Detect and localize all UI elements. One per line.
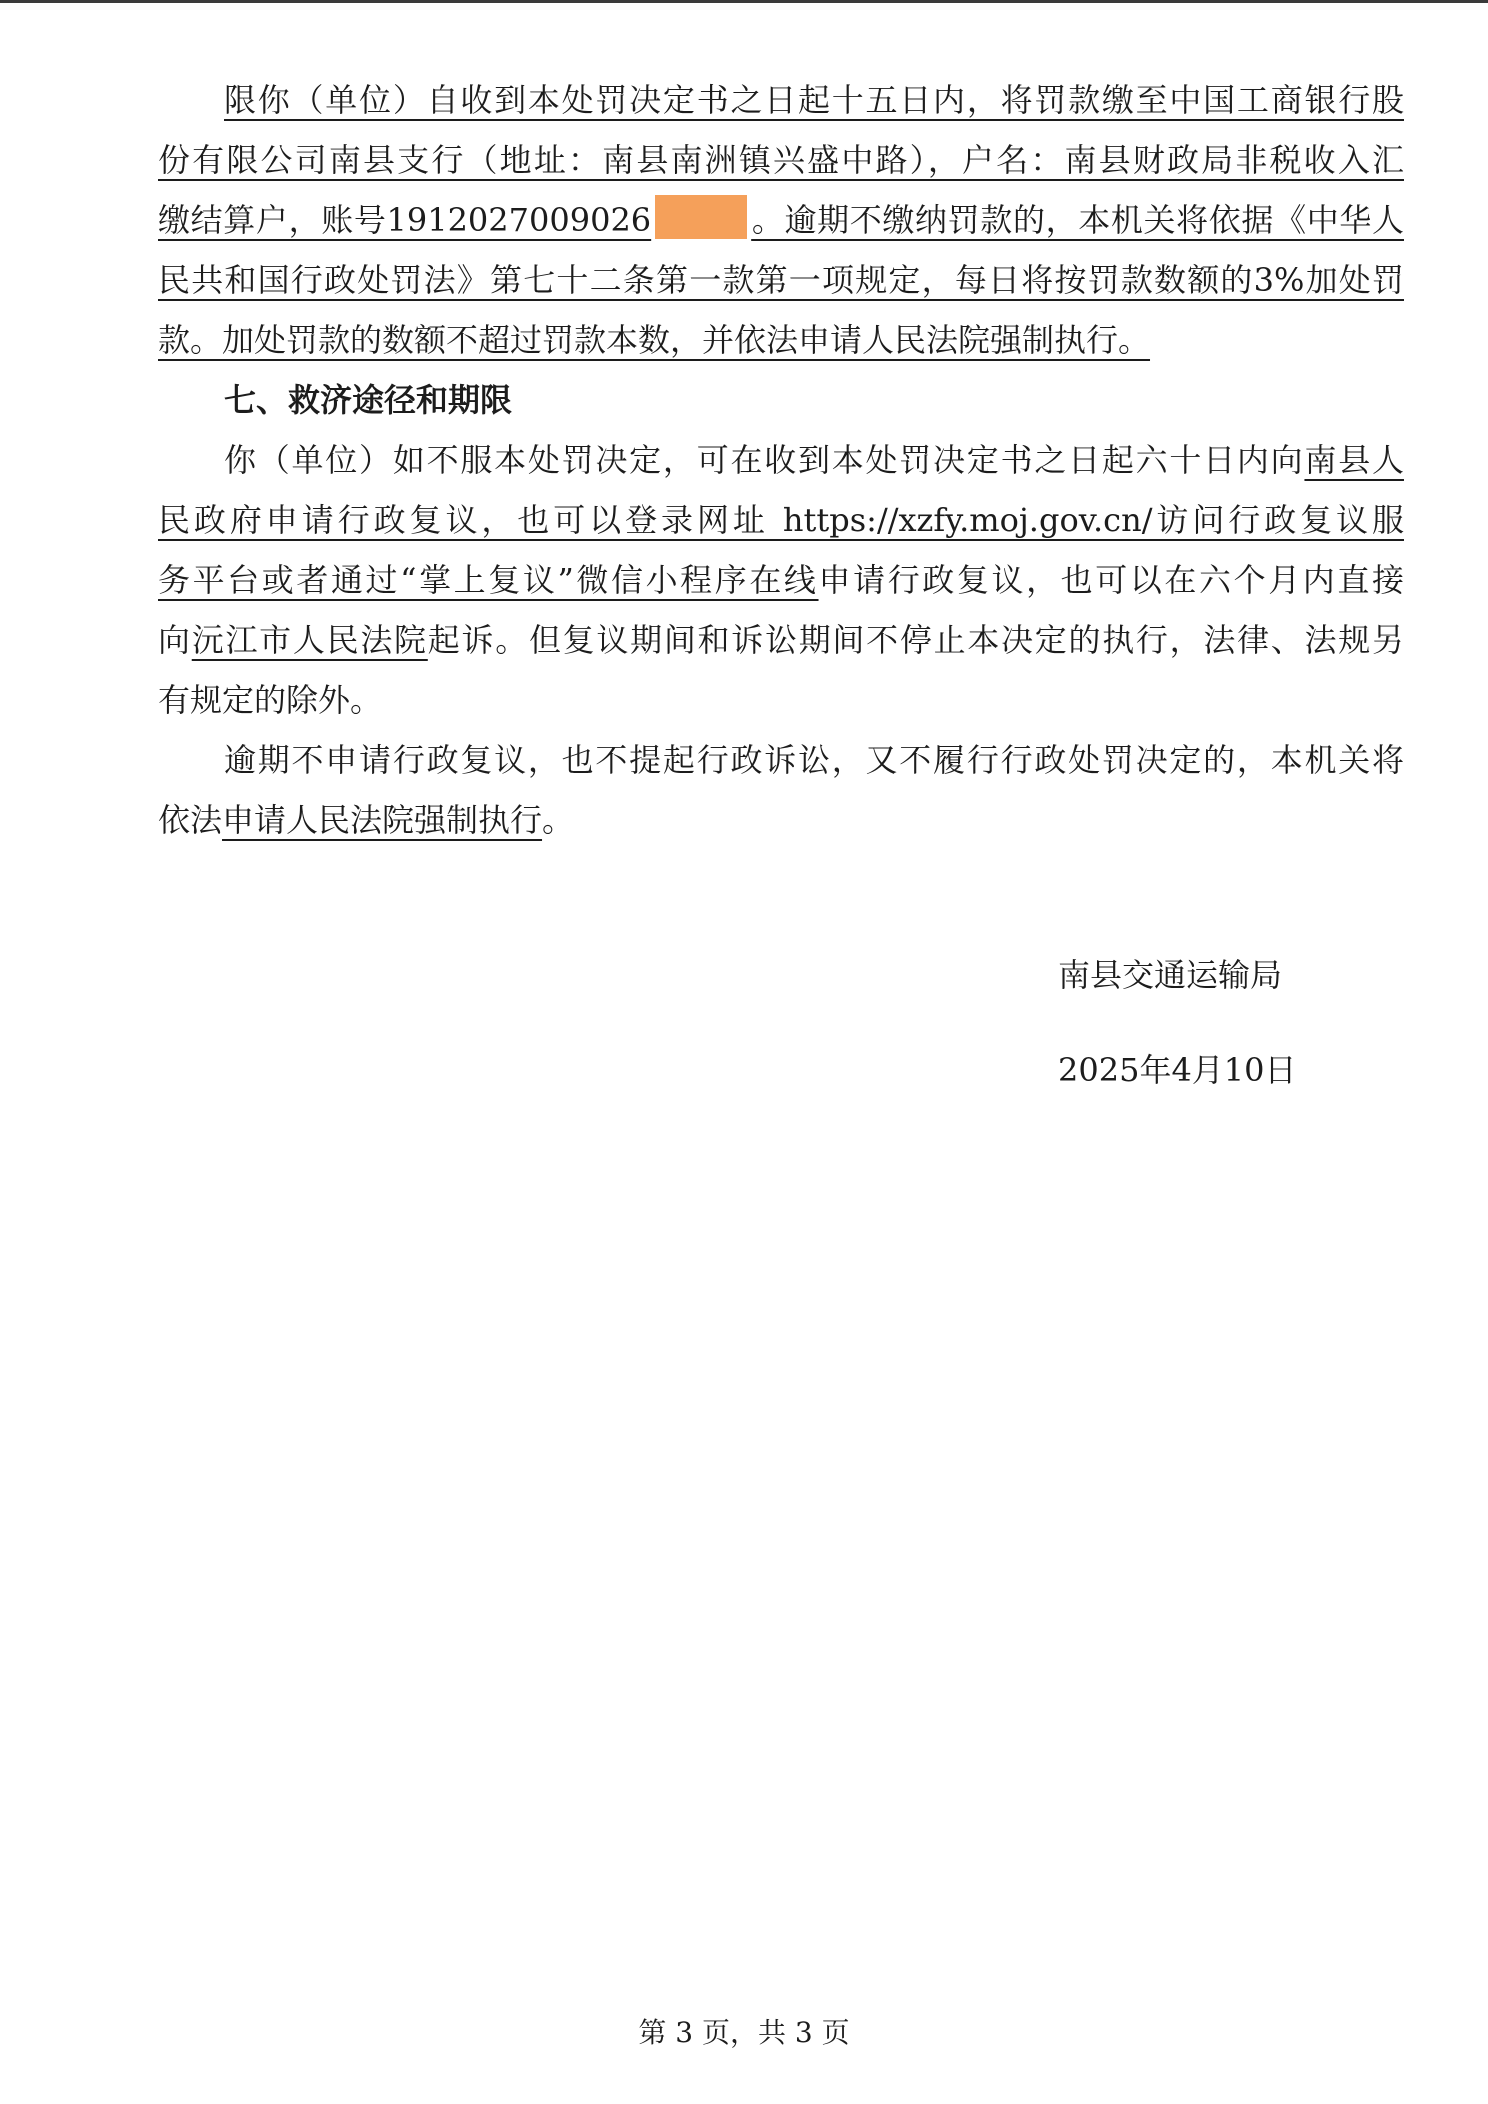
account-number-text: 缴结算户，账号1912027009026 — [158, 201, 652, 239]
para1-line3 — [158, 190, 1404, 250]
para3-line2-prefix: 依法 — [158, 801, 223, 839]
page-top-border — [0, 0, 1488, 3]
page-number: 第 3 页，共 3 页 — [638, 2016, 850, 2049]
issuing-authority: 南县交通运输局 — [1058, 956, 1283, 994]
para1-line5 — [158, 310, 1404, 370]
issue-date: 2025年4月10日 — [1058, 1051, 1297, 1089]
para1-line1 — [224, 70, 1404, 130]
para3-line2-underlined: 申请人民法院强制执行 — [222, 801, 543, 839]
redaction-block — [655, 195, 747, 239]
para1-line4-text: 民共和国行政处罚法》第七十二条第一款第一项规定，每日将按罚款数额的3%加处罚 — [158, 261, 1404, 299]
para1-line2-text: 份有限公司南县支行（地址：南县南洲镇兴盛中路），户名：南县财政局非税收入汇 — [158, 141, 1404, 179]
para2-line2 — [158, 490, 1404, 550]
para2-line3 — [158, 550, 1404, 610]
para2-line1 — [224, 430, 1404, 490]
para3-line1-text: 逾期不申请行政复议，也不提起行政诉讼，又不履行行政处罚决定的，本机关将 — [224, 741, 1404, 779]
para3-line1 — [224, 730, 1404, 790]
para2-line5-text: 有规定的除外。 — [158, 681, 383, 719]
para2-line4 — [158, 610, 1404, 670]
para1-line4 — [158, 250, 1404, 310]
para3-line2 — [158, 790, 1404, 850]
para2-line2-text: 民政府申请行政复议，也可以登录网址 https://xzfy.moj.gov.cn/访问行政复议服 — [158, 501, 1404, 539]
para2-line4-prefix: 向 — [158, 621, 192, 659]
para2-line3-text: 申请行政复议，也可以在六个月内直接 — [818, 561, 1404, 599]
para1-line3-rest: 。逾期不缴纳罚款的，本机关将依据《中华人 — [751, 201, 1404, 239]
government-name: 南县人 — [1304, 441, 1404, 479]
para3-line2-suffix: 。 — [542, 801, 575, 839]
para2-line4-text: 起诉。但复议期间和诉讼期间不停止本决定的执行，法律、法规另 — [427, 621, 1404, 659]
para1-line5-text: 款。加处罚款的数额不超过罚款本数，并依法申请人民法院强制执行。 — [158, 321, 1151, 359]
para1-line2 — [158, 130, 1404, 190]
section-heading-remedy: 七、救济途径和期限 — [224, 381, 513, 419]
para1-line1-text: 限你（单位）自收到本处罚决定书之日起十五日内，将罚款缴至中国工商银行股 — [224, 81, 1404, 119]
para2-line3-underlined: 务平台或者通过“掌上复议”微信小程序在线 — [158, 561, 819, 599]
para2-line1-text: 你（单位）如不服本处罚决定，可在收到本处罚决定书之日起六十日内向 — [224, 441, 1305, 479]
court-name: 沅江市人民法院 — [191, 621, 428, 659]
para2-line5 — [158, 670, 1404, 730]
